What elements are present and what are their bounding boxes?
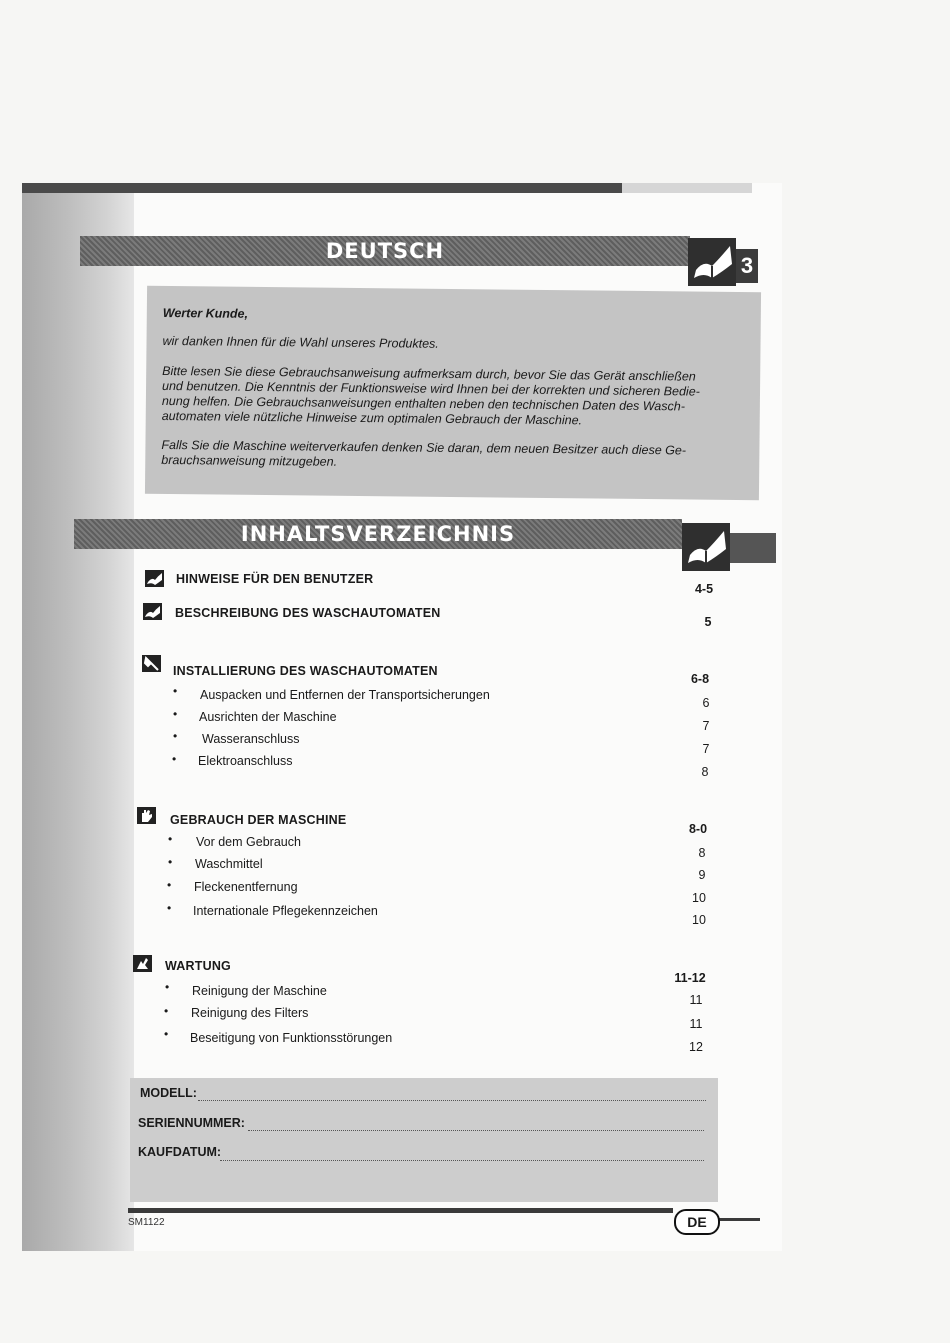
toc-item: Beseitigung von Funktionsstörungen (190, 1031, 393, 1045)
toc-item: Vor dem Gebrauch (196, 835, 301, 849)
toc-section-title: INSTALLIERUNG DES WASCHAUTOMATEN (173, 664, 438, 678)
toc-item: Fleckenentfernung (194, 880, 298, 894)
toc-item-page: 7 (702, 719, 710, 733)
serial-field[interactable] (248, 1130, 704, 1131)
toc-item-page: 11 (689, 1017, 703, 1031)
toc-section-pages: 4-5 (694, 582, 714, 596)
toc-section-pages: 11-12 (674, 971, 706, 985)
model-label: MODELL: (140, 1086, 197, 1100)
book-icon (145, 570, 164, 587)
open-book-icon (682, 523, 730, 571)
thanks-line: wir danken Ihnen für die Wahl unseres Produktes. (162, 333, 439, 351)
language-title: DEUTSCH (325, 239, 445, 263)
toc-header-band (74, 519, 682, 549)
model-field[interactable] (198, 1100, 706, 1101)
toc-item: Waschmittel (195, 857, 263, 871)
toc-title: INHALTSVERZEICHNIS (240, 522, 516, 546)
toc-item-page: 10 (692, 913, 706, 927)
toc-item-page: 10 (692, 891, 706, 905)
toc-section-title: HINWEISE FÜR DEN BENUTZER (176, 572, 374, 586)
top-rule-faint (622, 183, 752, 193)
footer-rule (716, 1218, 760, 1221)
hand-icon (137, 807, 156, 824)
bullet: • (168, 855, 173, 869)
toc-item: Wasseranschluss (202, 732, 300, 746)
toc-item-page: 8 (701, 765, 709, 779)
toc-item-page: 7 (702, 742, 710, 756)
bullet: • (173, 684, 178, 698)
wrench-icon (142, 655, 161, 672)
serial-label: SERIENNUMMER: (138, 1116, 245, 1130)
toc-section-pages: 6-8 (690, 672, 710, 686)
toc-item: Reinigung der Maschine (192, 984, 327, 998)
intro-paragraph-line: brauchsanweisung mitzugeben. (161, 452, 338, 469)
toc-band-end (730, 533, 776, 563)
toc-item: Internationale Pflegekennzeichen (193, 904, 378, 918)
bullet: • (164, 1004, 169, 1018)
product-info-box (130, 1078, 718, 1202)
bullet: • (164, 1027, 169, 1041)
toc-item: Reinigung des Filters (191, 1006, 309, 1020)
toc-item-page: 9 (698, 868, 706, 882)
toc-item-page: 12 (689, 1040, 703, 1054)
open-book-icon (688, 238, 736, 286)
toc-item-page: 6 (702, 696, 710, 710)
intro-paragraph-line: und benutzen. Die Kenntnis der Funktionsweise wird Ihnen bei der korrekten und sicheren Bedie- (161, 378, 700, 399)
toc-section-title: WARTUNG (165, 959, 231, 973)
bullet: • (173, 707, 178, 721)
maintenance-icon (133, 955, 152, 972)
toc-section-title: BESCHREIBUNG DES WASCHAUTOMATEN (175, 606, 441, 620)
intro-box (145, 286, 761, 500)
footer-rule (128, 1208, 673, 1213)
document-code: SM1122 (128, 1217, 165, 1228)
toc-item-page: 8 (698, 846, 706, 860)
bullet: • (167, 901, 172, 915)
toc-section-title: GEBRAUCH DER MASCHINE (170, 813, 347, 827)
intro-paragraph-line: automaten viele nützliche Hinweise zum optimalen Gebrauch der Maschine. (161, 408, 583, 428)
bullet: • (167, 878, 172, 892)
intro-paragraph-line: Bitte lesen Sie diese Gebrauchsanweisung aufmerksam durch, bevor Sie das Gerät anschließen (162, 363, 696, 384)
toc-item-page: 11 (689, 993, 703, 1007)
purchase-date-field[interactable] (220, 1160, 704, 1161)
language-badge: DE (674, 1209, 720, 1235)
toc-section-pages: 5 (704, 615, 712, 629)
scan-shadow-edge (22, 183, 134, 1251)
toc-section-pages: 8-0 (688, 822, 708, 836)
intro-paragraph-line: nung helfen. Die Gebrauchsanweisungen enthalten neben den technischen Daten des Wasch- (161, 393, 685, 414)
book-icon (143, 603, 162, 620)
bullet: • (172, 752, 177, 766)
bullet: • (173, 729, 178, 743)
intro-paragraph-line: Falls Sie die Maschine weiterverkaufen denken Sie daran, dem neuen Besitzer auch diese Ge- (161, 437, 687, 458)
bullet: • (165, 980, 170, 994)
toc-item: Ausrichten der Maschine (199, 710, 337, 724)
toc-item: Auspacken und Entfernen der Transportsicherungen (200, 688, 490, 702)
bullet: • (168, 832, 173, 846)
purchase-date-label: KAUFDATUM: (138, 1145, 222, 1159)
salutation: Werter Kunde, (162, 305, 249, 321)
language-header-band (80, 236, 690, 266)
top-rule (22, 183, 622, 193)
page-number: 3 (736, 249, 758, 283)
toc-item: Elektroanschluss (198, 754, 293, 768)
